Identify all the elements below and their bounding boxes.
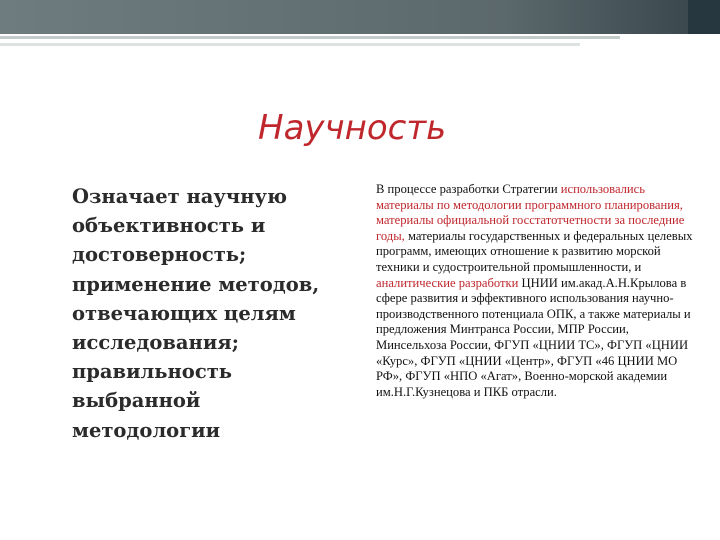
slide-title: Научность [258, 108, 447, 148]
body-text-segment: В процессе разработки Стратегии [376, 182, 561, 196]
header-divider [0, 36, 620, 39]
header-bar-accent [688, 0, 720, 34]
right-body-text [376, 182, 696, 400]
left-definition-text: Означает научную объективность и достоверность; применение методов, отвечающих целям исследования; правильность выбранной методологии [72, 185, 320, 442]
body-text-segment: ЦНИИ им.акад.А.Н.Крылова в сфере развития и эффективного использования научно-производственного потенциала ОПК, а также материалы и предложения Минтранса России, МПР России, Минсельхоза России, ФГУП «ЦНИИ ТС», ФГУП «ЦНИИ «Курс», ФГУП «ЦНИИ «Центр», ФГУП «46 ЦНИИ МО РФ», ФГУП «НПО «Агат», Военно-морской академии им.Н.Г.Кузнецова и ПКБ отрасли. [376, 275, 691, 399]
body-highlight-segment: использовались материалы по методологии программного планирования, материалы официальной госстатотчетности за последние годы, [376, 182, 685, 243]
header-bar [0, 0, 720, 34]
header-divider-secondary [0, 43, 580, 46]
body-text-segment: материалы государственных и федеральных целевых программ, имеющих отношение к развитию морской техники и судостроительной промышленности, и [376, 228, 693, 274]
body-highlight-segment: аналитические разработки [376, 275, 519, 290]
